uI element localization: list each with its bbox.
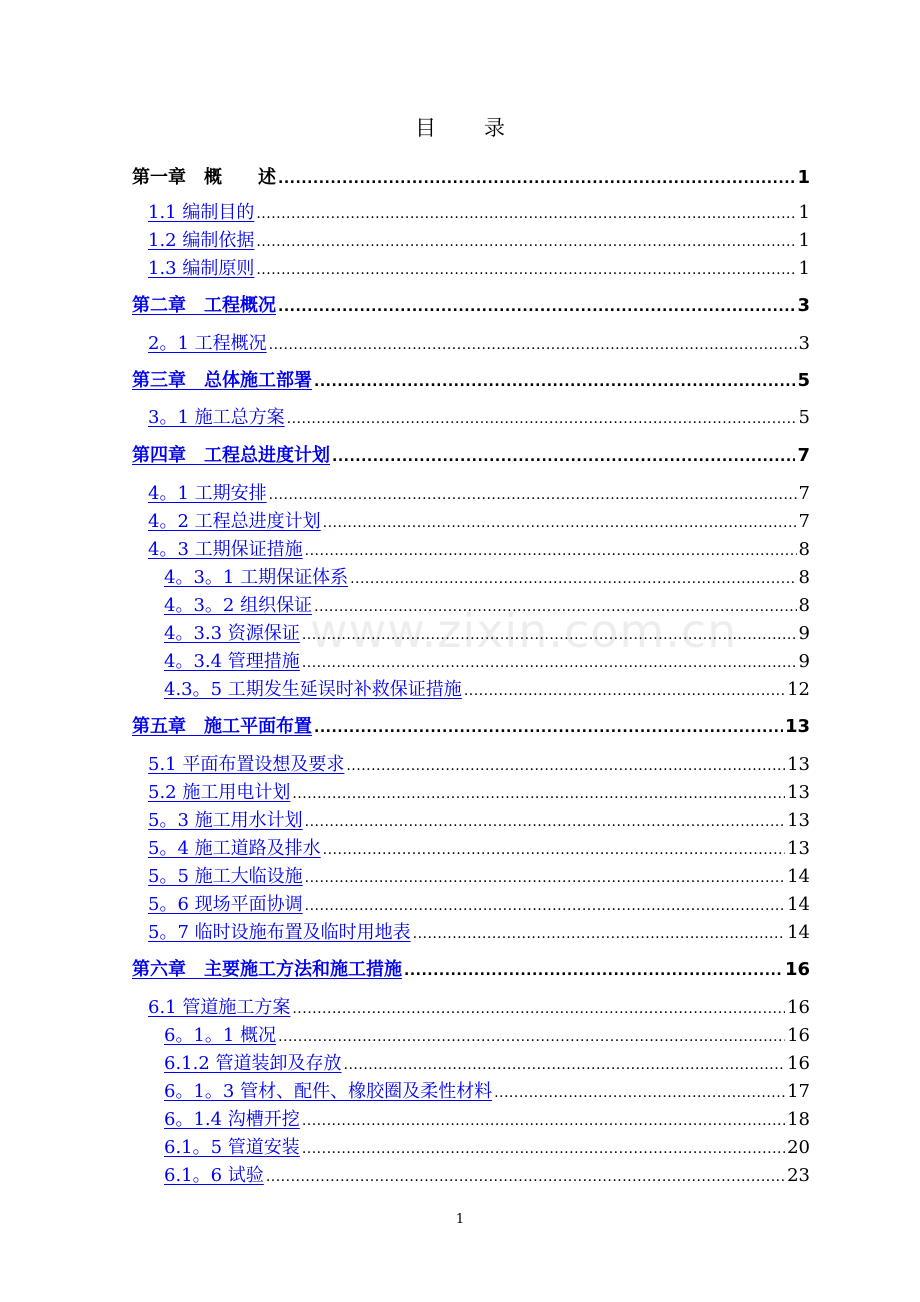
toc-page-number: 9 [798,651,810,672]
toc-section-entry[interactable] [148,752,810,778]
dot-leader [302,622,797,648]
toc-section-entry[interactable] [148,864,810,890]
toc-entry-link[interactable]: 6。1。1 概况 [164,1025,277,1046]
toc-entry-link[interactable]: 4.3。5 工期发生延误时补救保证措施 [164,679,462,700]
toc-section-entry[interactable] [148,200,810,226]
toc-page-number: 1 [797,167,810,188]
toc-page-number: 9 [798,623,810,644]
toc-page-number: 8 [798,539,810,560]
toc-entry-link[interactable]: 5。4 施工道路及排水 [148,838,321,859]
page-number: 1 [455,1212,465,1227]
toc-page-number: 14 [787,894,810,915]
toc-page-number: 3 [797,295,810,316]
dot-leader [269,332,797,358]
toc-page-number: 13 [784,716,810,737]
toc-section-entry[interactable] [164,1135,810,1161]
toc-section-entry[interactable] [164,1051,810,1077]
toc-page-number: 13 [787,754,810,775]
toc-entry-link[interactable]: 5。5 施工大临设施 [148,866,303,887]
toc-entry-link[interactable]: 5。6 现场平面协调 [148,894,303,915]
dot-leader [413,921,785,947]
toc-entry-link[interactable]: 4。1 工期安排 [148,483,267,504]
toc-section-entry[interactable] [164,565,810,591]
dot-leader [344,1052,786,1078]
toc-section-entry[interactable] [164,1163,810,1189]
toc-title-left: 目 [415,116,436,140]
toc-entry-link[interactable]: 6.1.2 管道装卸及存放 [164,1053,342,1074]
toc-page-number: 16 [787,997,810,1018]
dot-leader [305,893,785,919]
toc-entry-link[interactable]: 第五章 施工平面布置 [132,716,312,737]
toc-section-entry[interactable] [148,836,810,862]
toc-page-number: 8 [798,595,810,616]
toc-entry-link[interactable]: 6.1 管道施工方案 [148,997,291,1018]
dot-leader [302,1108,785,1134]
toc-entry-link[interactable]: 第一章 概 述 [132,167,276,188]
toc-entry-link[interactable]: 5。7 临时设施布置及临时用地表 [148,922,411,943]
toc-section-entry[interactable] [148,256,810,282]
toc-section-entry[interactable] [148,537,810,563]
toc-page-number: 1 [798,258,810,279]
dot-leader [305,538,797,564]
toc-title [0,112,920,142]
dot-leader [350,566,796,592]
toc-section-entry[interactable] [164,621,810,647]
toc-entry-link[interactable]: 第二章 工程概况 [132,295,276,316]
toc-entry-link[interactable]: 5.1 平面布置设想及要求 [148,754,345,775]
toc-page-number: 8 [798,567,810,588]
toc-chapter-entry[interactable] [132,368,810,394]
dot-leader [332,444,795,470]
toc-entry-link[interactable]: 6。1.4 沟槽开挖 [164,1109,300,1130]
toc-entry-link[interactable]: 3。1 施工总方案 [148,407,285,428]
dot-leader [314,594,796,620]
toc-entry-link[interactable]: 第四章 工程总进度计划 [132,445,330,466]
toc-section-entry[interactable] [164,593,810,619]
toc-section-entry[interactable] [164,649,810,675]
watermark: www.zixin.com.cn [310,604,738,658]
dot-leader [278,294,795,320]
toc-entry-link[interactable]: 第三章 总体施工部署 [132,370,312,391]
toc-section-entry[interactable] [164,1023,810,1049]
toc-entry-link[interactable]: 6。1。3 管材、配件、橡胶圈及柔性材料 [164,1081,493,1102]
toc-page-number: 13 [787,838,810,859]
toc-section-entry[interactable] [148,780,810,806]
dot-leader [256,257,796,283]
toc-page-number: 13 [787,782,810,803]
toc-section-entry[interactable] [164,1079,810,1105]
toc-chapter-entry[interactable] [132,714,810,740]
toc-section-entry[interactable] [148,892,810,918]
toc-section-entry[interactable] [148,995,810,1021]
toc-page-number: 3 [798,333,810,354]
toc-entry-link[interactable]: 4。3.4 管理措施 [164,651,300,672]
toc-section-entry[interactable] [164,1107,810,1133]
dot-leader [404,958,783,984]
toc-page-number: 18 [787,1109,810,1130]
toc-entry-link[interactable]: 2。1 工程概况 [148,333,267,354]
toc-section-entry[interactable] [148,228,810,254]
toc-title-right: 录 [484,116,505,140]
toc-entry-link[interactable]: 1.3 编制原则 [148,258,255,279]
toc-page-number: 7 [798,511,810,532]
toc-section-entry[interactable] [148,920,810,946]
dot-leader [266,1164,785,1190]
toc-page-number: 16 [787,1053,810,1074]
toc-page-number: 16 [787,1025,810,1046]
dot-leader [314,715,783,741]
toc-chapter-entry[interactable] [132,165,810,191]
toc-entry-link[interactable]: 4。2 工程总进度计划 [148,511,321,532]
toc-page-number: 14 [787,922,810,943]
dot-leader [278,166,795,192]
toc-page-number: 13 [787,810,810,831]
dot-leader [292,781,785,807]
toc-section-entry[interactable] [164,677,810,703]
dot-leader [302,650,797,676]
toc-section-entry[interactable] [148,331,810,357]
dot-leader [464,678,785,704]
toc-entry-link[interactable]: 6.1。6 试验 [164,1165,264,1186]
toc-page-number: 1 [798,202,810,223]
toc-entry-link[interactable]: 5.2 施工用电计划 [148,782,291,803]
toc-chapter-entry[interactable] [132,957,810,983]
dot-leader [269,482,797,508]
dot-leader [256,201,796,227]
dot-leader [278,1024,785,1050]
toc-entry-link[interactable]: 1.2 编制依据 [148,230,255,251]
toc-page-number: 17 [787,1081,810,1102]
toc-entry-link[interactable]: 4。3。2 组织保证 [164,595,313,616]
toc-page-number: 14 [787,866,810,887]
dot-leader [305,865,785,891]
toc-page-number: 7 [797,445,810,466]
toc-section-entry[interactable] [148,509,810,535]
toc-entry-link[interactable]: 6.1。5 管道安装 [164,1137,300,1158]
toc-page-number: 23 [787,1165,810,1186]
toc-entry-link[interactable]: 5。3 施工用水计划 [148,810,303,831]
dot-leader [323,837,785,863]
toc-page-number: 5 [797,370,810,391]
toc-section-entry[interactable] [148,405,810,431]
toc-entry-link[interactable]: 4。3 工期保证措施 [148,539,303,560]
toc-page-number: 16 [784,959,810,980]
dot-leader [346,753,785,779]
dot-leader [292,996,785,1022]
toc-entry-link[interactable]: 第六章 主要施工方法和施工措施 [132,959,402,980]
dot-leader [323,510,797,536]
dot-leader [302,1136,785,1162]
dot-leader [494,1080,785,1106]
toc-page-number: 5 [798,407,810,428]
toc-section-entry[interactable] [148,808,810,834]
toc-page-number: 1 [798,230,810,251]
toc-page-number: 7 [798,483,810,504]
dot-leader [287,406,797,432]
toc-page-number: 20 [787,1137,810,1158]
toc-chapter-entry[interactable] [132,443,810,469]
dot-leader [256,229,796,255]
toc-chapter-entry[interactable] [132,293,810,319]
toc-section-entry[interactable] [148,481,810,507]
toc-page-number: 12 [787,679,810,700]
dot-leader [305,809,785,835]
toc-entry-link[interactable]: 4。3.3 资源保证 [164,623,300,644]
dot-leader [314,369,795,395]
toc-entry-link[interactable]: 1.1 编制目的 [148,202,255,223]
toc-entry-link[interactable]: 4。3。1 工期保证体系 [164,567,349,588]
